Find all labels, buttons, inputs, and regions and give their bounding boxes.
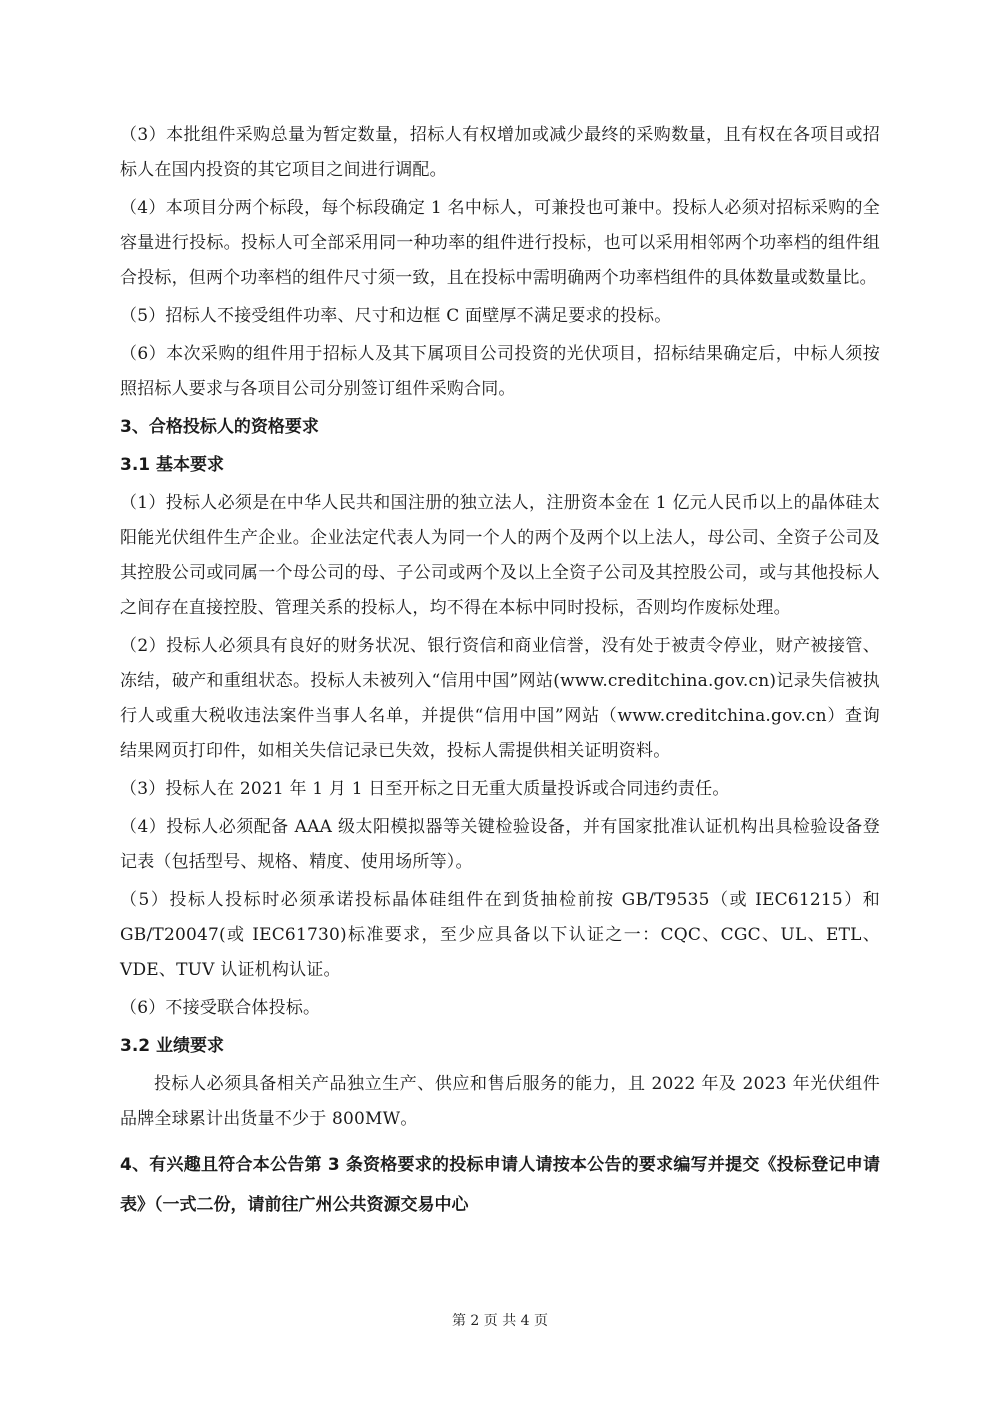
- section-4-paragraph: 4、有兴趣且符合本公告第 3 条资格要求的投标申请人请按本公告的要求编写并提交《投标登记申请表》（一式二份，请前往广州公共资源交易中心: [120, 1155, 880, 1215]
- requirement-item-5: （5）投标人投标时必须承诺投标晶体硅组件在到货抽检前按 GB/T9535（或 IEC61215）和 GB/T20047(或 IEC61730)标准要求，至少应具备以下认证之一：CQC、CGC、UL、ETL、VDE、TUV 认证机构认证。: [120, 890, 880, 980]
- page-number-footer: 第 2 页 共 4 页: [451, 1313, 549, 1329]
- performance-requirement: 投标人必须具备相关产品独立生产、供应和售后服务的能力，且 2022 年及 2023 年光伏组件品牌全球累计出货量不少于 800MW。: [120, 1074, 880, 1129]
- requirement-item-2: （2）投标人必须具有良好的财务状况、银行资信和商业信誉，没有处于被责令停业，财产被接管、冻结，破产和重组状态。投标人未被列入“信用中国”网站(www.creditchina.gov.cn)记录失信被执行人或重大税收违法案件当事人名单，并提供“信用中国”网站（www.creditchina.gov.cn）查询结果网页打印件，如相关失信记录已失效，投标人需提供相关证明资料。: [120, 636, 880, 761]
- paragraph-item-3: （3）本批组件采购总量为暂定数量，招标人有权增加或减少最终的采购数量，且有权在各项目或招标人在国内投资的其它项目之间进行调配。: [120, 125, 880, 180]
- requirement-item-4: （4）投标人必须配备 AAA 级太阳模拟器等关键检验设备，并有国家批准认证机构出具检验设备登记表（包括型号、规格、精度、使用场所等）。: [120, 817, 880, 872]
- requirement-item-6: （6）不接受联合体投标。: [120, 998, 321, 1018]
- section-3-heading: 3、合格投标人的资格要求: [120, 417, 319, 437]
- section-3-1-heading: 3.1 基本要求: [120, 455, 225, 475]
- paragraph-item-6: （6）本次采购的组件用于招标人及其下属项目公司投资的光伏项目，招标结果确定后，中标人须按照招标人要求与各项目公司分别签订组件采购合同。: [120, 344, 880, 399]
- requirement-item-3: （3）投标人在 2021 年 1 月 1 日至开标之日无重大质量投诉或合同违约责任。: [120, 779, 730, 799]
- paragraph-item-5: （5）招标人不接受组件功率、尺寸和边框 C 面壁厚不满足要求的投标。: [120, 306, 672, 326]
- requirement-item-1: （1）投标人必须是在中华人民共和国注册的独立法人，注册资本金在 1 亿元人民币以上的晶体硅太阳能光伏组件生产企业。企业法定代表人为同一个人的两个及两个以上法人，母公司、全资子公司及其控股公司或同属一个母公司的母、子公司或两个及以上全资子公司及其控股公司，或与其他投标人之间存在直接控股、管理关系的投标人，均不得在本标中同时投标，否则均作废标处理。: [120, 493, 880, 618]
- document-body: [120, 118, 880, 1225]
- section-3-2-heading: 3.2 业绩要求: [120, 1036, 225, 1056]
- paragraph-item-4: （4）本项目分两个标段，每个标段确定 1 名中标人，可兼投也可兼中。投标人必须对招标采购的全容量进行投标。投标人可全部采用同一种功率的组件进行投标，也可以采用相邻两个功率档的组件组合投标，但两个功率档的组件尺寸须一致，且在投标中需明确两个功率档组件的具体数量或数量比。: [120, 198, 880, 288]
